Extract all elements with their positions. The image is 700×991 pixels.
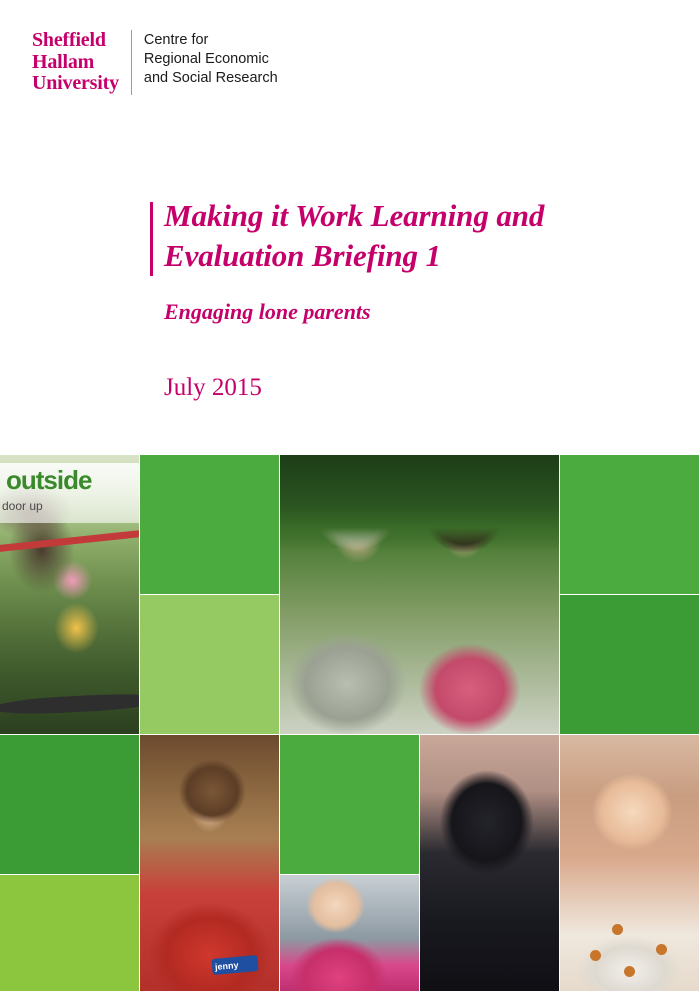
clothing-dot — [612, 924, 623, 935]
logo-divider — [131, 30, 132, 95]
photo-two-women — [280, 455, 559, 734]
cover-header — [0, 0, 700, 110]
cover-title-block — [150, 196, 670, 403]
clothing-dot — [590, 950, 601, 961]
green-tile-lime — [0, 875, 139, 991]
centre-name — [144, 30, 278, 88]
green-tile-mid — [560, 455, 699, 594]
green-tile-dark — [0, 735, 139, 874]
photo-woman-hijab — [420, 735, 559, 991]
centre-name-line-3: and Social Research — [143, 70, 278, 87]
photo-woman-red-coat — [140, 735, 279, 991]
name-badge-text: jenny — [214, 959, 239, 973]
university-name-line-2: Hallam — [32, 50, 95, 73]
centre-name-line-1: Centre for — [143, 32, 209, 48]
green-tile-mid — [140, 455, 279, 594]
photo-baby — [560, 735, 699, 991]
cover-photo-mosaic — [0, 455, 700, 991]
trampoline-mat — [0, 692, 139, 717]
page-subtitle: Engaging lone parents — [164, 298, 371, 324]
green-tile-light — [140, 595, 279, 734]
playground-sign-subtext: door up — [2, 499, 43, 513]
university-wordmark — [32, 30, 131, 95]
university-name-line-3: University — [32, 72, 119, 95]
clothing-dot — [624, 966, 635, 977]
centre-name-line-2: Regional Economic — [143, 51, 269, 68]
university-name-line-1: Sheffield — [32, 29, 106, 51]
photo-toddler-pink-coat — [280, 875, 419, 991]
publication-date: July 2015 — [164, 373, 262, 401]
green-tile-mid — [280, 735, 419, 874]
trampoline-rail — [0, 528, 139, 553]
clothing-dot — [656, 944, 667, 955]
green-tile-dark — [560, 595, 699, 734]
page-title: Making it Work Learning and Evaluation Briefing 1 — [164, 198, 545, 274]
title-accent-rule — [150, 202, 153, 276]
sheffield-hallam-logo — [32, 30, 278, 95]
playground-sign-text: outside — [6, 465, 92, 495]
photo-trampoline-mother-child — [0, 455, 139, 734]
